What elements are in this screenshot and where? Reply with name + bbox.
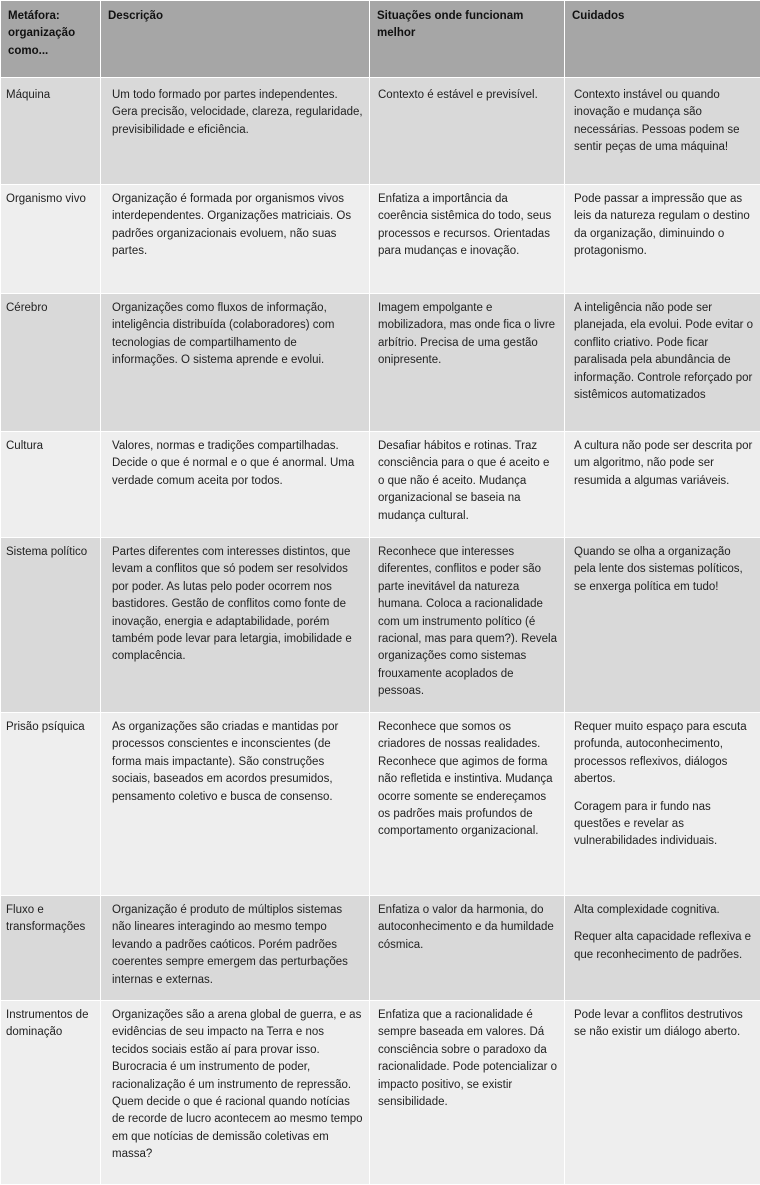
- cautions-paragraph: Requer alta capacidade reflexiva e que reconhecimento de padrões.: [574, 929, 754, 964]
- metaphor-cell: Prisão psíquica: [1, 713, 101, 896]
- table-row: [1, 896, 760, 1001]
- cautions-paragraph: A cultura não pode ser descrita por um algoritmo, não pode ser resumida a algumas variáveis.: [574, 438, 754, 490]
- cautions-cell: [565, 1001, 760, 1185]
- best-situations-cell: Reconhece que interesses diferentes, conflitos e poder são parte inevitável da natureza humana. Coloca a racionalidade com um instrumento político (é racional, mas para quem?). Revela organizações como sistemas frouxamente acoplados de pessoas.: [370, 538, 565, 713]
- table-row: [1, 713, 760, 896]
- cautions-paragraph: Contexto instável ou quando inovação e mudança são necessárias. Pessoas podem se sentir peças de uma máquina!: [574, 87, 754, 157]
- header-row: [1, 1, 760, 78]
- cautions-paragraph: Requer muito espaço para escuta profunda, autoconhecimento, processos reflexivos, diálogos abertos.: [574, 719, 754, 789]
- cautions-cell: [565, 538, 760, 713]
- metaphor-cell: Sistema político: [1, 538, 101, 713]
- table-row: [1, 538, 760, 713]
- best-situations-cell: Enfatiza a importância da coerência sistêmica do todo, seus processos e recursos. Orientadas para mudanças e inovação.: [370, 185, 565, 294]
- metaphor-cell: Organismo vivo: [1, 185, 101, 294]
- best-situations-cell: Desafiar hábitos e rotinas. Traz consciência para o que é aceito e o que não é aceito. Mudança organizacional se baseia na mudança cultural.: [370, 432, 565, 538]
- cautions-paragraph: A inteligência não pode ser planejada, ela evolui. Pode evitar o conflito criativo. Pode ficar paralisada pela abundância de informação. Controle reforçado por sistêmicos automatizados: [574, 300, 754, 404]
- cautions-cell: [565, 896, 760, 1001]
- cautions-paragraph: Quando se olha a organização pela lente dos sistemas políticos, se enxerga política em tudo!: [574, 544, 754, 596]
- description-cell: Um todo formado por partes independentes. Gera precisão, velocidade, clareza, regularidade, previsibilidade e eficiência.: [101, 78, 370, 185]
- best-situations-cell: Reconhece que somos os criadores de nossas realidades. Reconhece que agimos de forma não refletida e instintiva. Mudança ocorre somente se endereçamos os padrões mais profundos de comportamento organizacional.: [370, 713, 565, 896]
- cautions-cell: [565, 713, 760, 896]
- description-cell: Organizações como fluxos de informação, inteligência distribuída (colaboradores) com tecnologias de compartilhamento de informações. O sistema aprende e evolui.: [101, 294, 370, 432]
- cautions-paragraph: Pode levar a conflitos destrutivos se não existir um diálogo aberto.: [574, 1007, 754, 1042]
- best-situations-cell: Imagem empolgante e mobilizadora, mas onde fica o livre arbítrio. Precisa de uma gestão onipresente.: [370, 294, 565, 432]
- cautions-cell: [565, 294, 760, 432]
- description-cell: Valores, normas e tradições compartilhadas. Decide o que é normal e o que é anormal. Uma verdade comum aceita por todos.: [101, 432, 370, 538]
- best-situations-cell: Enfatiza que a racionalidade é sempre baseada em valores. Dá consciência sobre o paradoxo da racionalidade. Pode potencializar o impacto positivo, se existir sensibilidade.: [370, 1001, 565, 1185]
- description-cell: As organizações são criadas e mantidas por processos conscientes e inconscientes (de forma mais impactante). São construções sociais, baseados em acordos presumidos, pensamento coletivo e busca de consenso.: [101, 713, 370, 896]
- table-body: [1, 78, 760, 1185]
- table-header: [1, 1, 760, 78]
- table-row: [1, 185, 760, 294]
- cautions-paragraph: Pode passar a impressão que as leis da natureza regulam o destino da organização, diminuindo o protagonismo.: [574, 191, 754, 261]
- metaphor-cell: Máquina: [1, 78, 101, 185]
- best-situations-cell: Enfatiza o valor da harmonia, do autoconhecimento e da humildade cósmica.: [370, 896, 565, 1001]
- table-row: [1, 294, 760, 432]
- header-cautions: Cuidados: [565, 1, 760, 78]
- cautions-paragraph: Coragem para ir fundo nas questões e revelar as vulnerabilidades individuais.: [574, 799, 754, 851]
- description-cell: Organizações são a arena global de guerra, e as evidências de seu impacto na Terra e nos tecidos sociais estão aí para provar isso. Burocracia é um instrumento de poder, racionalização é um instrumento de repressão. Quem decide o que é racional quando notícias de recorde de lucro acontecem ao mesmo tempo em que notícias de demissão coletivas em massa?: [101, 1001, 370, 1185]
- cautions-cell: [565, 78, 760, 185]
- metaphor-cell: Cérebro: [1, 294, 101, 432]
- header-best-situations: Situações onde funcionam melhor: [370, 1, 565, 78]
- description-cell: Partes diferentes com interesses distintos, que levam a conflitos que só podem ser resolvidos por poder. As lutas pelo poder ocorrem nos bastidores. Gestão de conflitos como fonte de inovação, energia e adaptabilidade, porém também pode levar para letargia, imobilidade e complacência.: [101, 538, 370, 713]
- metaphor-cell: Fluxo e transformações: [1, 896, 101, 1001]
- description-cell: Organização é produto de múltiplos sistemas não lineares interagindo ao mesmo tempo levando a padrões caóticos. Porém padrões coerentes sempre emergem das perturbações internas e externas.: [101, 896, 370, 1001]
- best-situations-cell: Contexto é estável e previsível.: [370, 78, 565, 185]
- description-cell: Organização é formada por organismos vivos interdependentes. Organizações matriciais. Os padrões organizacionais evoluem, não suas partes.: [101, 185, 370, 294]
- header-description: Descrição: [101, 1, 370, 78]
- header-metaphor: Metáfora: organização como...: [1, 1, 101, 78]
- metaphor-cell: Cultura: [1, 432, 101, 538]
- metaphor-cell: Instrumentos de dominação: [1, 1001, 101, 1185]
- cautions-cell: [565, 432, 760, 538]
- table-row: [1, 432, 760, 538]
- table-row: [1, 78, 760, 185]
- cautions-cell: [565, 185, 760, 294]
- cautions-paragraph: Alta complexidade cognitiva.: [574, 902, 754, 919]
- table-row: [1, 1001, 760, 1185]
